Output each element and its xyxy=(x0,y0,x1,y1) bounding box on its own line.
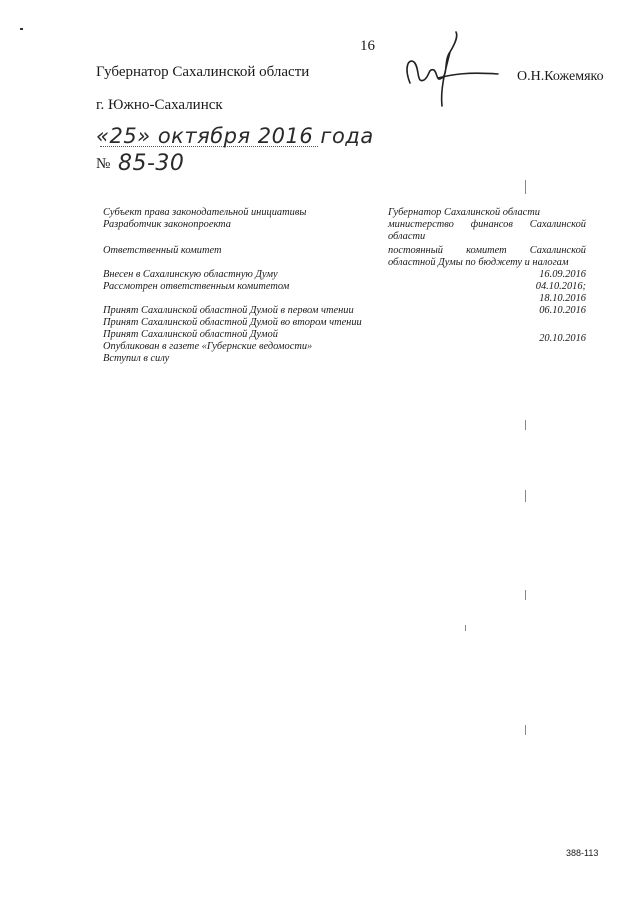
number-label: № xyxy=(96,156,111,172)
page-number: 16 xyxy=(360,38,375,54)
label-published: Опубликован в газете «Губернские ведомости» xyxy=(103,341,313,352)
label-committee: Ответственный комитет xyxy=(103,245,222,256)
governor-title: Губернатор Сахалинской области xyxy=(96,64,310,80)
date-first-reading: 18.10.2016 xyxy=(539,293,586,304)
scan-mark xyxy=(525,490,526,502)
value-developer-part: финансов xyxy=(470,219,513,230)
scan-mark xyxy=(525,725,526,735)
value-committee-part: постоянный xyxy=(388,245,443,256)
date-second-reading: 06.10.2016 xyxy=(539,305,586,316)
date-underline xyxy=(100,146,318,148)
label-first-reading: Принят Сахалинской областной Думой в первом чтении xyxy=(103,305,354,316)
law-number: 85-30 xyxy=(118,151,185,176)
value-developer-part: Сахалинской xyxy=(529,219,586,230)
signature-image xyxy=(398,28,508,108)
scan-mark xyxy=(465,625,466,631)
label-in-force: Вступил в силу xyxy=(103,353,170,364)
label-subject: Субъект права законодательной инициативы xyxy=(103,207,307,218)
signed-date: «25» октября 2016 года xyxy=(96,124,374,148)
label-developer: Разработчик законопроекта xyxy=(103,219,231,230)
label-second-reading: Принят Сахалинской областной Думой во втором чтении xyxy=(103,317,362,328)
scan-mark xyxy=(525,180,526,194)
date-submitted: 16.09.2016 xyxy=(539,269,586,280)
value-committee xyxy=(388,245,586,257)
governor-name: О.Н.Кожемяко xyxy=(517,69,604,84)
scan-mark xyxy=(20,28,23,30)
footer-code: 388-113 xyxy=(566,848,599,858)
label-submitted: Внесен в Сахалинскую областную Думу xyxy=(103,269,278,280)
value-committee-part: комитет xyxy=(466,245,507,256)
value-developer xyxy=(388,219,586,231)
date-published: 20.10.2016 xyxy=(539,333,586,344)
value-committee-part: Сахалинской xyxy=(529,245,586,256)
label-reviewed: Рассмотрен ответственным комитетом xyxy=(103,281,290,292)
city-line: г. Южно-Сахалинск xyxy=(96,97,223,113)
label-adopted: Принят Сахалинской областной Думой xyxy=(103,329,278,340)
value-committee-line2: областной Думы по бюджету и налогам xyxy=(388,257,569,268)
scan-mark xyxy=(525,420,526,430)
date-reviewed: 04.10.2016; xyxy=(535,281,586,292)
value-developer-part: министерство xyxy=(388,219,454,230)
value-subject: Губернатор Сахалинской области xyxy=(388,207,540,218)
scan-mark xyxy=(525,590,526,600)
value-developer-line2: области xyxy=(388,231,426,242)
